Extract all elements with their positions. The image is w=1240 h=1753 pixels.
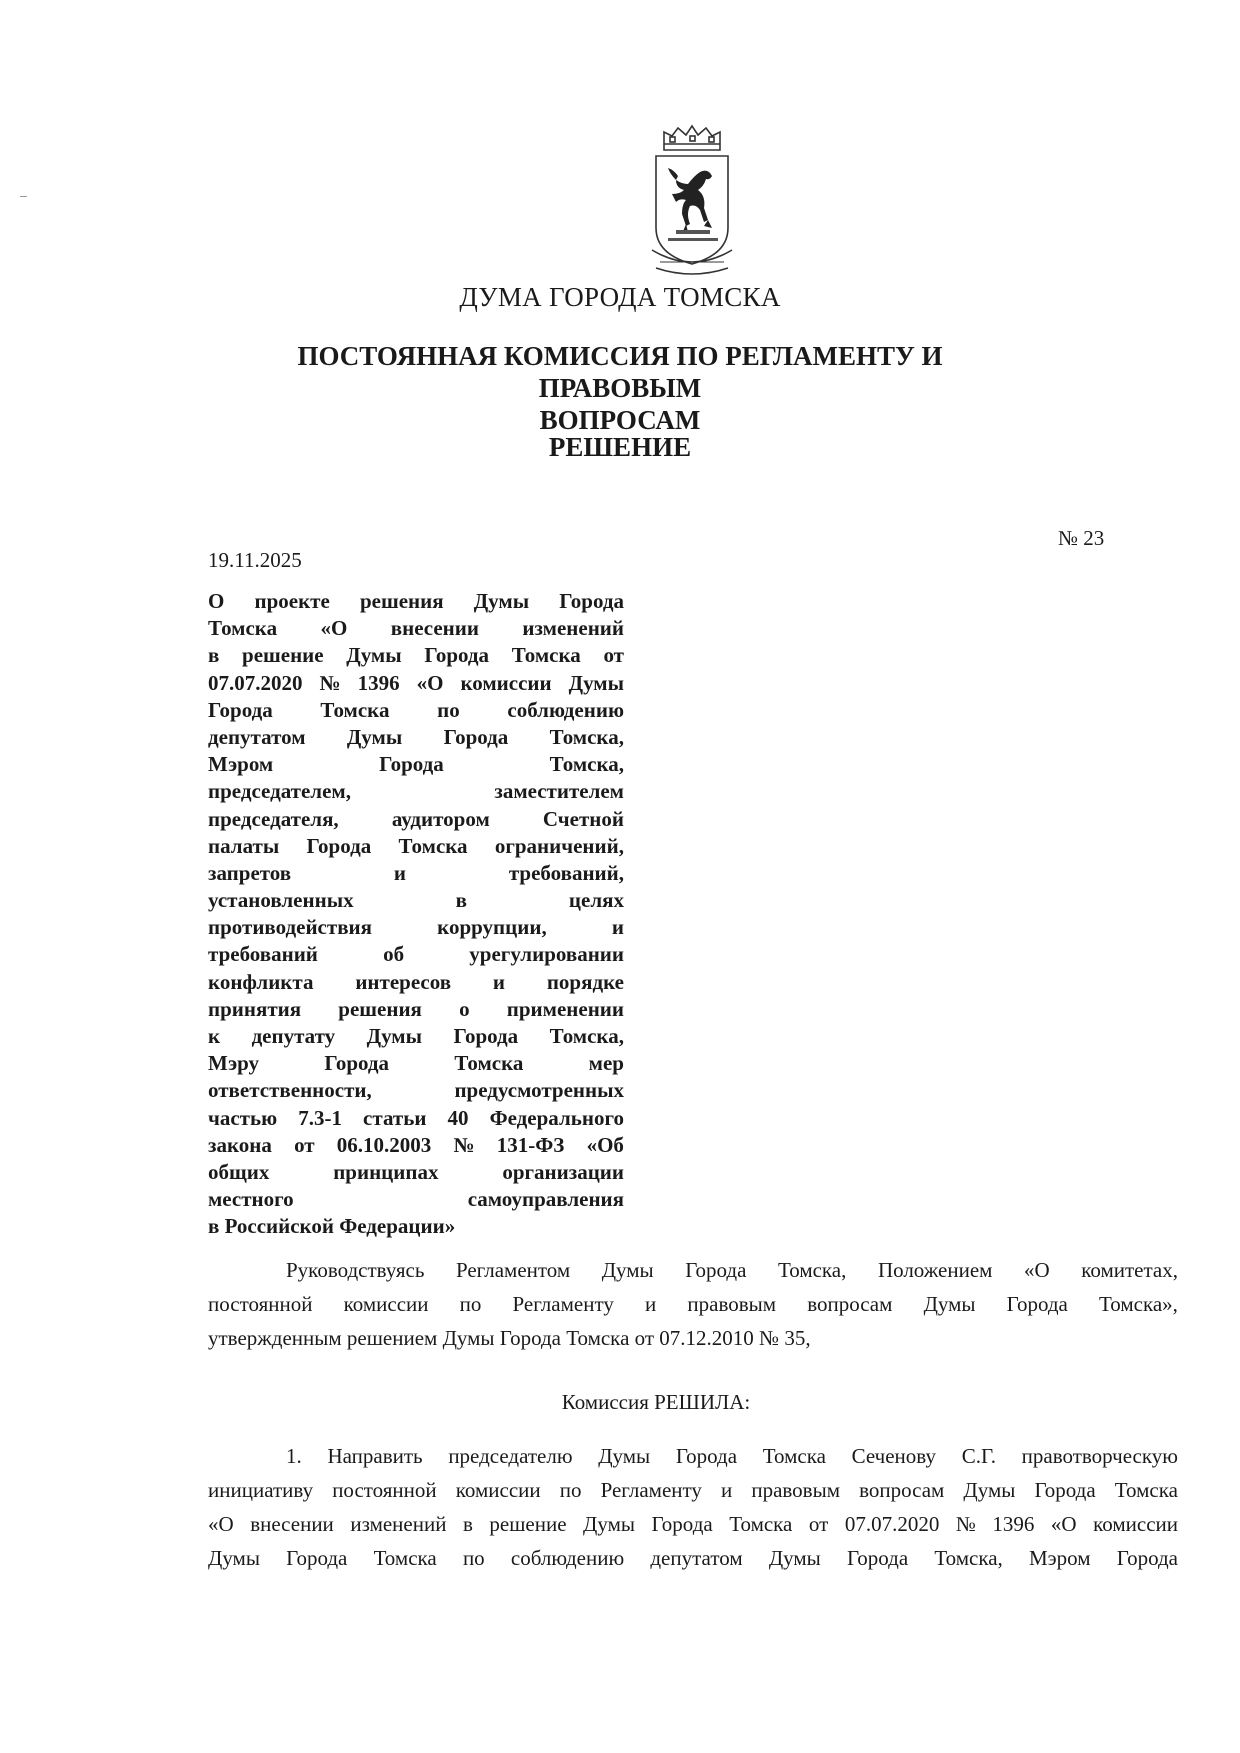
subject-line xyxy=(208,615,624,642)
word: соблюдению xyxy=(507,697,624,722)
resolution-item-1 xyxy=(208,1444,1178,1580)
word: председателю xyxy=(448,1444,573,1468)
subject-line xyxy=(208,1186,624,1213)
commission-title-line1: ПОСТОЯННАЯ КОМИССИЯ ПО РЕГЛАМЕНТУ И ПРАВОВЫМ xyxy=(297,341,943,403)
word: 06.10.2003 xyxy=(336,1132,432,1157)
tomsk-coat-of-arms-icon xyxy=(646,124,738,284)
word: С.Г. xyxy=(961,1444,996,1468)
word: Города xyxy=(286,1546,348,1570)
word: проекте xyxy=(254,589,330,613)
word: Сеченову xyxy=(851,1444,936,1468)
word: в xyxy=(462,1512,473,1536)
word: Города xyxy=(1006,1292,1068,1316)
word: Мэром xyxy=(208,752,274,777)
word: Города xyxy=(424,643,490,668)
word: Думы xyxy=(568,670,624,695)
word: Руководствуясь xyxy=(286,1258,425,1282)
word: в xyxy=(208,643,220,668)
word: «О xyxy=(208,1512,234,1536)
word: урегулировании xyxy=(469,942,624,967)
word: аудитором xyxy=(391,806,490,831)
word: Томска xyxy=(762,1444,826,1468)
word: депутатом xyxy=(650,1546,743,1570)
word: по xyxy=(462,1546,485,1570)
word: Думы xyxy=(601,1258,654,1282)
word: комитетах, xyxy=(1081,1258,1178,1282)
word: Томска xyxy=(729,1512,793,1536)
word: Думы xyxy=(598,1444,651,1468)
word: комиссии xyxy=(455,1478,541,1502)
word: Думы xyxy=(366,1024,423,1048)
word: по xyxy=(559,1478,582,1502)
word: внесении xyxy=(250,1512,334,1536)
word: частью xyxy=(208,1105,278,1130)
subject-line xyxy=(208,642,624,669)
word: принципах xyxy=(333,1159,439,1184)
word: и xyxy=(645,1292,657,1316)
word: № xyxy=(319,670,341,695)
word: Думы xyxy=(346,643,402,668)
word: утвержденным решением Думы Города Томска от 07.12.2010 № 35, xyxy=(208,1326,811,1350)
word: решение xyxy=(242,643,324,668)
word: 07.07.2020 xyxy=(208,670,303,695)
word: Города xyxy=(379,752,444,777)
word: самоуправления xyxy=(467,1187,624,1212)
item1-line xyxy=(208,1444,1178,1478)
word: Города xyxy=(675,1444,738,1468)
word: целях xyxy=(568,888,624,913)
word: закона xyxy=(208,1132,272,1157)
word: принятия xyxy=(208,996,302,1021)
subject-line xyxy=(208,969,624,996)
word: по xyxy=(459,1292,482,1316)
word: 1. xyxy=(286,1444,302,1468)
word: Думы xyxy=(963,1478,1016,1502)
word: Регламенту xyxy=(512,1292,614,1316)
word: комиссии xyxy=(1093,1512,1178,1536)
word: О xyxy=(208,589,225,613)
word: председателем, xyxy=(208,779,351,804)
word: общих xyxy=(208,1159,270,1184)
item1-line xyxy=(208,1546,1178,1580)
word: ответственности, xyxy=(208,1078,372,1103)
word: председателя, xyxy=(208,806,339,831)
subject-line xyxy=(208,806,624,833)
word: Думы xyxy=(768,1546,821,1570)
word: Думы xyxy=(583,1512,635,1536)
word: к xyxy=(208,1024,221,1048)
word: и xyxy=(492,969,505,994)
subject-line xyxy=(208,588,624,615)
word: Города xyxy=(453,1024,519,1048)
word: Томска xyxy=(398,833,468,858)
subject-line xyxy=(208,697,624,724)
word: Томска, xyxy=(549,724,624,749)
word: решения xyxy=(338,996,422,1021)
word: Томска, xyxy=(549,1024,624,1048)
subject-line xyxy=(208,860,624,887)
word: и xyxy=(611,915,624,940)
subject-line xyxy=(208,778,624,805)
word: Томска, xyxy=(549,752,624,777)
word: депутату xyxy=(251,1024,336,1048)
word: от xyxy=(603,643,624,668)
word: 1396 xyxy=(357,670,400,695)
word: противодействия xyxy=(208,915,372,940)
subject-line xyxy=(208,833,624,860)
document-type-title: РЕШЕНИЕ xyxy=(548,432,692,462)
word: комиссии xyxy=(460,670,552,695)
word: Города xyxy=(208,697,273,722)
word: «О xyxy=(1023,1258,1050,1282)
item1-line xyxy=(208,1478,1178,1512)
word: правовым xyxy=(751,1478,840,1502)
word: вопросам xyxy=(859,1478,945,1502)
word: и xyxy=(393,860,407,885)
word: постоянной xyxy=(332,1478,437,1502)
subject-line xyxy=(208,1077,624,1104)
word: Счетной xyxy=(542,806,624,831)
word: 1396 xyxy=(992,1512,1035,1536)
word: Города xyxy=(846,1546,909,1570)
word: Думы xyxy=(346,724,403,749)
word: Томска», xyxy=(1099,1292,1178,1316)
subject-line xyxy=(208,1023,624,1050)
word: Города xyxy=(324,1051,390,1076)
word: изменений xyxy=(350,1512,447,1536)
subject-line xyxy=(208,1105,624,1132)
word: заместителем xyxy=(494,779,624,804)
word: мер xyxy=(588,1051,624,1076)
word: палаты xyxy=(208,833,280,858)
item1-line xyxy=(208,1512,1178,1546)
word: 07.07.2020 xyxy=(844,1512,940,1536)
word: депутатом xyxy=(208,724,306,749)
word: Города xyxy=(1034,1478,1096,1502)
word: по xyxy=(437,697,460,722)
word: 131-ФЗ xyxy=(496,1132,565,1157)
subject-line xyxy=(208,996,624,1023)
word: применении xyxy=(506,996,624,1021)
word: Регламенту xyxy=(600,1478,702,1502)
word: правотворческую xyxy=(1021,1444,1178,1468)
word: Томска xyxy=(373,1546,437,1570)
word: № xyxy=(453,1132,475,1157)
document-date: 19.11.2025 xyxy=(208,548,302,572)
word: Направить xyxy=(327,1444,423,1468)
word: Думы xyxy=(473,589,530,613)
word: интересов xyxy=(355,969,452,994)
word: от xyxy=(294,1132,315,1157)
word: требований xyxy=(208,942,318,967)
word: соблюдению xyxy=(510,1546,625,1570)
word: Города xyxy=(443,724,509,749)
resolved-heading: Комиссия РЕШИЛА: xyxy=(561,1390,751,1414)
subject-line xyxy=(208,887,624,914)
word: Города xyxy=(306,833,372,858)
word: требований, xyxy=(508,860,624,885)
word: о xyxy=(459,996,470,1021)
word: внесении xyxy=(390,616,479,641)
word: в xyxy=(455,888,467,913)
subject-line xyxy=(208,1050,624,1077)
word: предусмотренных xyxy=(454,1078,624,1103)
word: конфликта xyxy=(208,969,314,994)
word: организации xyxy=(502,1159,624,1184)
word: от xyxy=(808,1512,829,1536)
word: об xyxy=(383,942,405,967)
word: запретов xyxy=(208,860,292,885)
word: «Об xyxy=(586,1132,624,1157)
preamble-paragraph xyxy=(208,1258,1178,1360)
subject-line xyxy=(208,1213,624,1240)
word: ограничений, xyxy=(494,833,624,858)
commission-title xyxy=(250,340,990,436)
word: Томска, xyxy=(934,1546,1003,1570)
word: решения xyxy=(359,589,444,613)
word: Города xyxy=(1116,1546,1178,1570)
subject-line xyxy=(208,914,624,941)
word: 40 xyxy=(447,1105,469,1130)
word: Томска xyxy=(208,616,278,641)
subject-line xyxy=(208,724,624,751)
subject-line xyxy=(208,941,624,968)
subject-line xyxy=(208,1159,624,1186)
word: Томска, xyxy=(777,1258,847,1282)
word: Регламентом xyxy=(455,1258,571,1282)
document-number: № 23 xyxy=(1058,526,1105,550)
preamble-line xyxy=(208,1326,1178,1360)
word: правовым xyxy=(687,1292,777,1316)
word: «О xyxy=(1050,1512,1077,1536)
word: статьи xyxy=(363,1105,427,1130)
word: Думы xyxy=(923,1292,976,1316)
word: Томска xyxy=(511,643,581,668)
word: Томска xyxy=(454,1051,524,1076)
word: Мэром xyxy=(1029,1546,1091,1570)
word: 7.3-1 xyxy=(298,1105,342,1130)
word: и xyxy=(721,1478,733,1502)
word: № xyxy=(955,1512,976,1536)
word: Томска xyxy=(320,697,390,722)
word: вопросам xyxy=(807,1292,893,1316)
subject-block xyxy=(208,588,624,1241)
commission-title-line2: ВОПРОСАМ xyxy=(539,405,701,435)
word: изменений xyxy=(522,616,624,641)
word: коррупции, xyxy=(437,915,547,940)
word: Томска xyxy=(1114,1478,1178,1502)
word: Города xyxy=(685,1258,747,1282)
word: Думы xyxy=(208,1546,260,1570)
word: Мэру xyxy=(208,1051,260,1076)
scan-artifact xyxy=(20,196,27,197)
preamble-line xyxy=(208,1292,1178,1326)
word: постоянной xyxy=(208,1292,313,1316)
word: установленных xyxy=(208,888,354,913)
word: Города xyxy=(559,589,624,613)
subject-line xyxy=(208,670,624,697)
word: порядке xyxy=(546,969,624,994)
word: в Российской Федерации» xyxy=(208,1214,456,1239)
word: местного xyxy=(208,1187,294,1212)
word: инициативу xyxy=(208,1478,314,1502)
word: Положением xyxy=(877,1258,993,1282)
word: комиссии xyxy=(343,1292,429,1316)
word: «О xyxy=(320,616,348,641)
word: Города xyxy=(651,1512,713,1536)
word: решение xyxy=(489,1512,567,1536)
duma-title: ДУМА ГОРОДА ТОМСКА xyxy=(459,282,781,312)
subject-line xyxy=(208,751,624,778)
subject-line xyxy=(208,1132,624,1159)
preamble-line xyxy=(208,1258,1178,1292)
word: «О xyxy=(416,670,444,695)
word: Федерального xyxy=(489,1105,624,1130)
